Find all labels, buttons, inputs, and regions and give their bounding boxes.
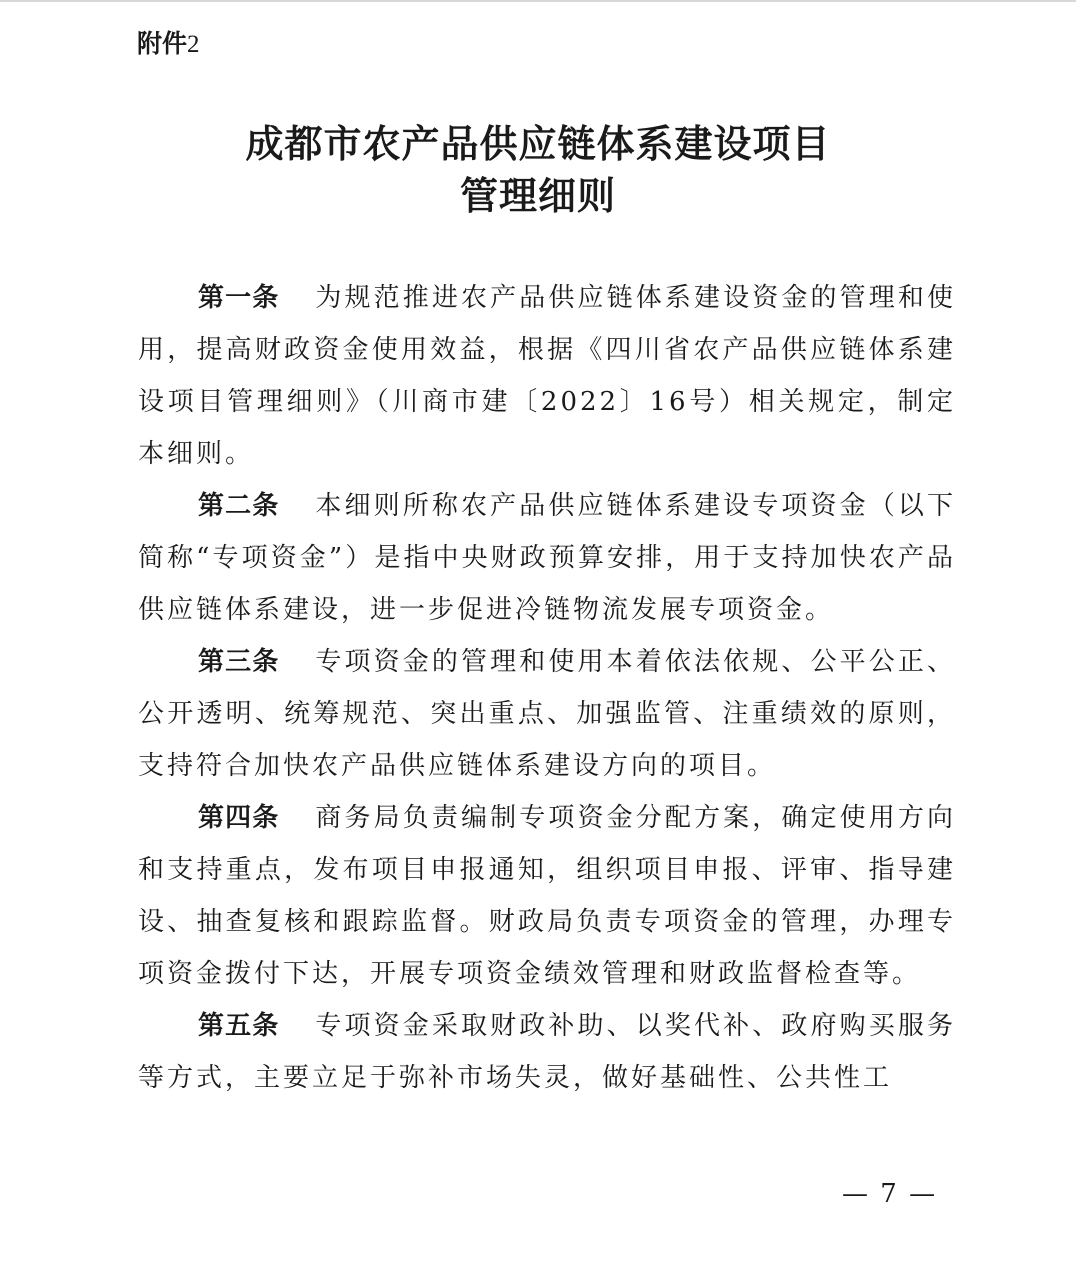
title-line-2: 管理细则 — [459, 173, 616, 218]
page-number-text: — 7 — — [842, 1179, 938, 1209]
article-4 — [138, 792, 956, 1000]
article-2 — [138, 480, 956, 636]
attachment-label — [137, 26, 200, 63]
document-body — [138, 272, 956, 1104]
top-border — [0, 0, 1076, 2]
article-text: 专项资金的管理和使用本着依法依规、公平公正、公开透明、统筹规范、突出重点、加强监管、注重绩效的原则，支持符合加快农产品供应链体系建设方向的项目。 — [138, 647, 956, 781]
attachment-label-text: 附件 — [137, 29, 188, 58]
article-label: 第三条 — [198, 647, 280, 677]
document-title — [0, 118, 1076, 222]
article-text: 本细则所称农产品供应链体系建设专项资金（以下简称“专项资金”）是指中央财政预算安排，用于支持加快农产品供应链体系建设，进一步促进冷链物流发展专项资金。 — [138, 491, 956, 625]
article-label: 第二条 — [198, 491, 280, 521]
article-3 — [138, 636, 956, 792]
article-label: 第四条 — [198, 803, 280, 833]
title-line-1: 成都市农产品供应链体系建设项目 — [245, 121, 831, 166]
article-text: 为规范推进农产品供应链体系建设资金的管理和使用，提高财政资金使用效益，根据《四川省农产品供应链体系建设项目管理细则》（川商市建〔2022〕16号）相关规定，制定本细则。 — [138, 283, 956, 469]
article-5 — [138, 1000, 956, 1104]
article-label: 第五条 — [198, 1011, 280, 1041]
article-text: 专项资金采取财政补助、以奖代补、政府购买服务等方式，主要立足于弥补市场失灵，做好基础性、公共性工 — [138, 1011, 956, 1093]
article-label: 第一条 — [198, 283, 280, 313]
article-text: 商务局负责编制专项资金分配方案，确定使用方向和支持重点，发布项目申报通知，组织项目申报、评审、指导建设、抽查复核和跟踪监督。财政局负责专项资金的管理，办理专项资金拨付下达，开展专项资金绩效管理和财政监督检查等。 — [138, 803, 956, 989]
attachment-number: 2 — [187, 31, 200, 58]
article-1 — [138, 272, 956, 480]
